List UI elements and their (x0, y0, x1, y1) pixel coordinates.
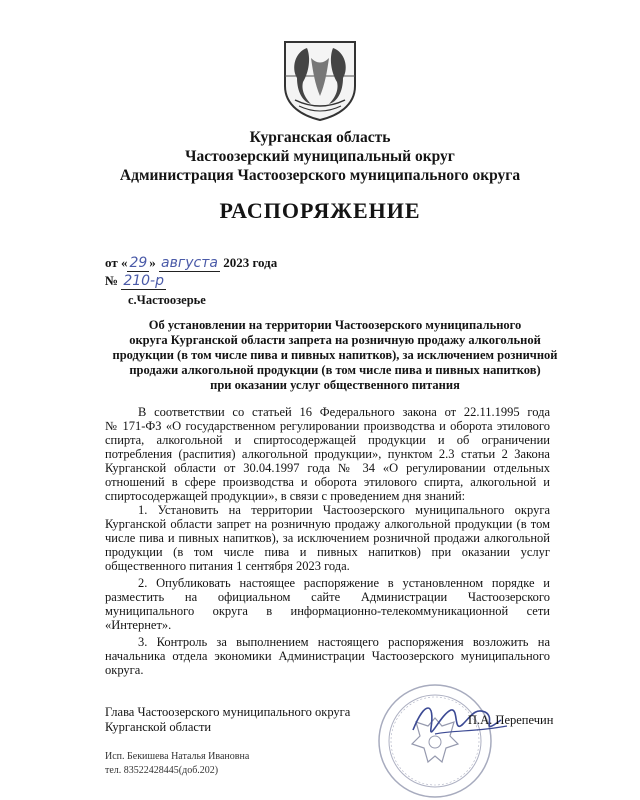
body-line: разместить на официальном сайте Администрации Частоозерского (105, 590, 550, 604)
subject-line: Об установлении на территории Частоозерского муниципального (148, 318, 522, 332)
signer-position: Глава Частоозерского муниципального округа (105, 705, 351, 719)
body-line: Курганской области запрет на розничную продажу алкогольной продукции (в том (105, 517, 550, 531)
subject-line: при оказании услуг общественного питания (210, 378, 460, 392)
number-value: 210-р (123, 273, 164, 289)
date-suffix: 2023 года (223, 255, 278, 270)
header-administration: Администрация Частоозерского муниципального округа (119, 167, 521, 184)
document-place: с.Частоозерье (128, 293, 206, 307)
body-line: потребления (распития) алкогольной продукции», пунктом 2.3 статьи 2 Закона (105, 447, 550, 461)
body-line: числе пива и пивных напитков), за исключением розничной продажи алкогольной (105, 531, 550, 545)
signer-name: П.А. Перепечин (468, 713, 554, 727)
signer-position: Курганской области (105, 720, 212, 734)
header-district: Частоозерский муниципальный округ (185, 148, 455, 165)
body-line: спиртосодержащей продукции», в связи с проведением дня знаний: (105, 489, 466, 503)
document-date (105, 255, 277, 272)
number-prefix: № (105, 273, 119, 288)
body-line: В соответствии со статьей 16 Федерального закона от 22.11.1995 года (138, 405, 550, 419)
date-month: августа (161, 255, 218, 271)
header-region: Курганская область (249, 129, 391, 146)
coat-of-arms-icon (281, 38, 359, 122)
executor-phone: тел. 83522428445(доб.202) (105, 765, 219, 776)
subject-line: округа Курганской области запрета на розничную продажу алкогольной (129, 333, 541, 347)
body-line: спирта, алкогольной и спиртосодержащей продукции и об ограничении (105, 433, 550, 447)
body-line: «Интернет». (105, 618, 172, 632)
subject-line: продажи алкогольной продукции (в том числе пива и пивных напитков) (129, 363, 541, 377)
document-title: РАСПОРЯЖЕНИЕ (219, 198, 421, 223)
body-line: № 171-ФЗ «О государственном регулировании производства и оборота этилового (105, 419, 550, 433)
body-line: продукции (в том числе пива и пивных напитков) при оказании услуг (105, 545, 550, 559)
body-line: 2. Опубликовать настоящее распоряжение в установленном порядке и (138, 576, 550, 590)
body-line: начальника отдела экономики Администрации Частоозерского муниципального (105, 649, 550, 663)
body-line: округа. (105, 663, 144, 677)
body-line: Курганской области от 30.04.1997 года № 34 «О регулировании отдельных (105, 461, 550, 475)
body-line: общественного питания 1 сентября 2023 года. (105, 559, 350, 573)
executor-name: Исп. Бекишева Наталья Ивановна (105, 751, 250, 762)
date-day: 29 (129, 255, 148, 271)
body-line: 1. Установить на территории Частоозерского муниципального округа (138, 503, 550, 517)
body-line: муниципального округа в информационно-телекоммуникационной сети (105, 604, 550, 618)
date-prefix: от « (105, 255, 128, 270)
subject-line: продукции (в том числе пива и пивных напитков), за исключением розничной (112, 348, 558, 362)
body-line: 3. Контроль за выполнением настоящего распоряжения возложить на (138, 635, 550, 649)
body-line: отношений в сфере производства и оборота этилового спирта, алкогольной и (105, 475, 550, 489)
date-mid: » (149, 255, 156, 270)
document-number (105, 273, 166, 290)
